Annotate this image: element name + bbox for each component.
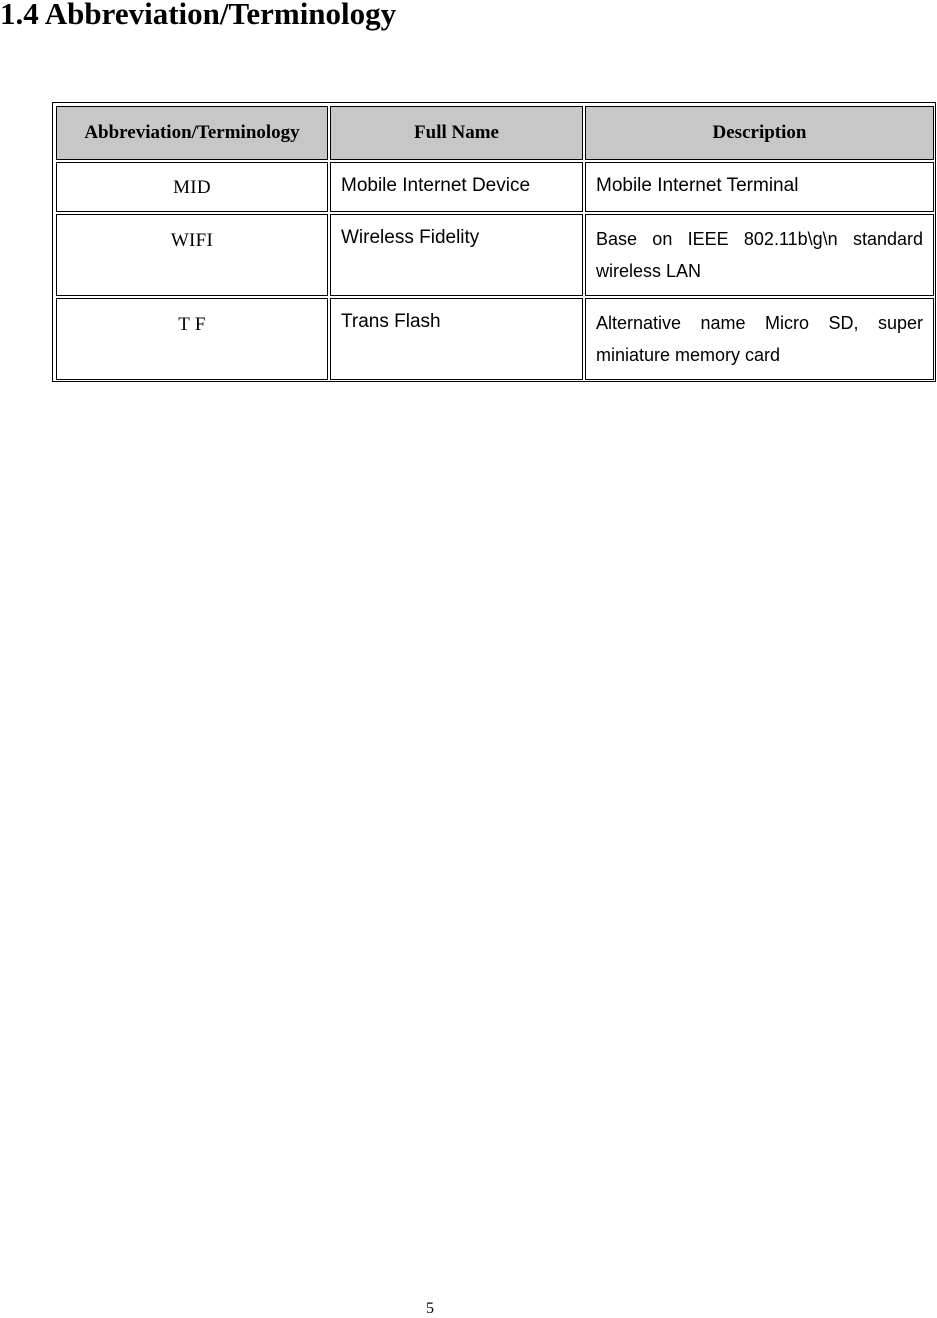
column-header-description: Description (585, 106, 934, 160)
description-cell: Mobile Internet Terminal (585, 162, 934, 212)
column-header-abbreviation: Abbreviation/Terminology (56, 106, 328, 160)
abbreviation-cell: WIFI (56, 214, 328, 296)
column-header-full-name: Full Name (330, 106, 583, 160)
full-name-cell: Trans Flash (330, 298, 583, 380)
table-row (56, 214, 934, 296)
abbreviation-cell: MID (56, 162, 328, 212)
abbreviation-table (54, 104, 936, 382)
full-name-cell: Wireless Fidelity (330, 214, 583, 296)
table-header-row (56, 106, 934, 160)
section-heading: 1.4 Abbreviation/Terminology (0, 0, 397, 31)
description-cell: Base on IEEE 802.11b\g\n standard wireless LAN (585, 214, 934, 296)
description-cell: Alternative name Micro SD, super miniature memory card (585, 298, 934, 380)
abbreviation-cell: T F (56, 298, 328, 380)
full-name-cell: Mobile Internet Device (330, 162, 583, 212)
abbreviation-table-frame (52, 102, 936, 382)
table-row (56, 162, 934, 212)
page-number: 5 (426, 1300, 434, 1317)
table-row (56, 298, 934, 380)
